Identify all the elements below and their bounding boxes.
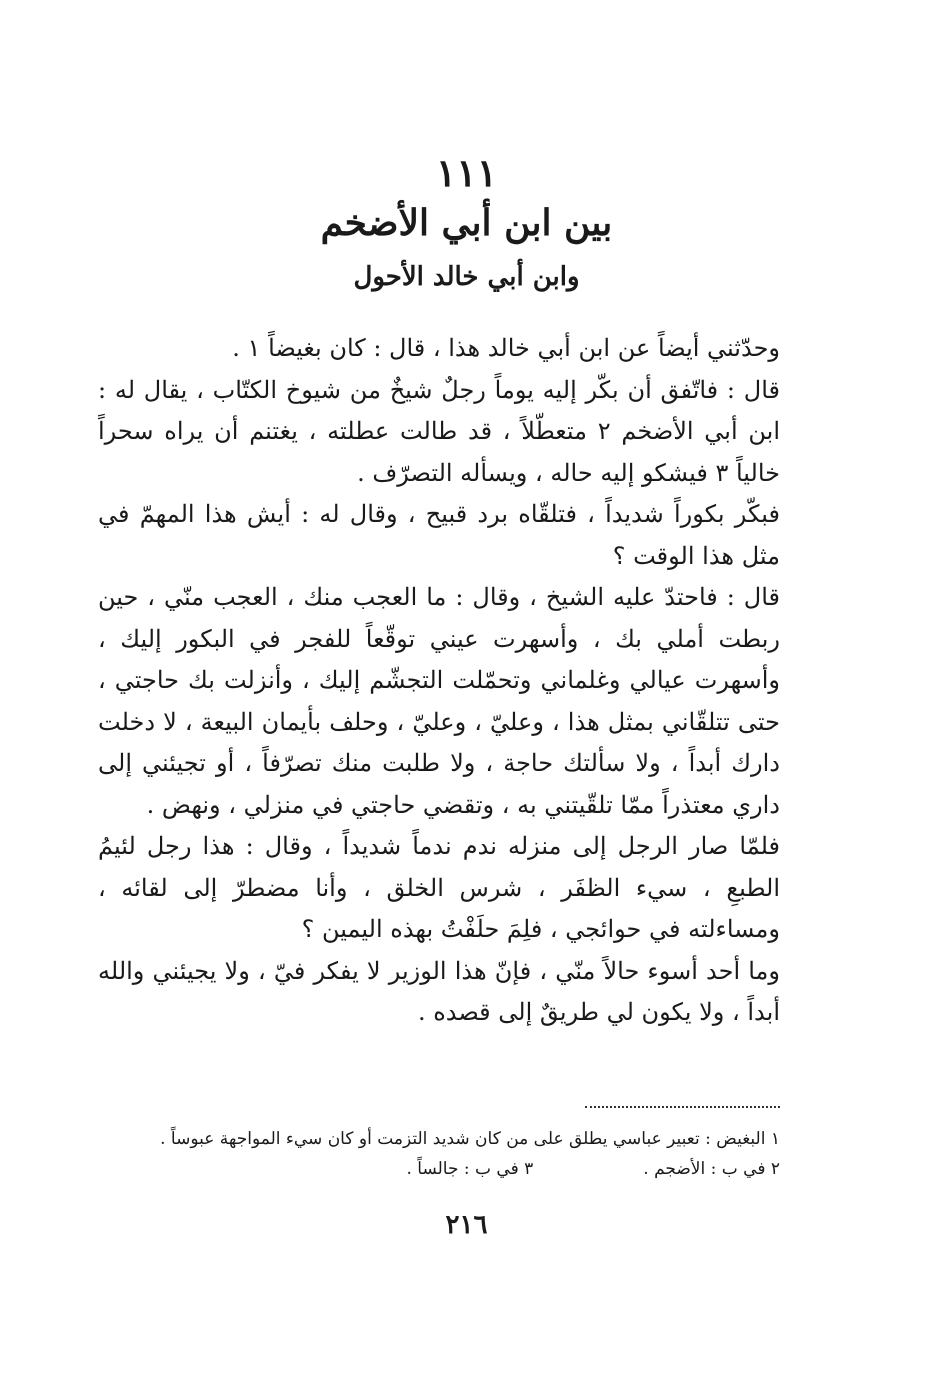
footnote-3: ٣ في ب : جالساً . [406, 1159, 534, 1179]
paragraph: وما أحد أسوء حالاً منّي ، فإنّ هذا الوزير لا يفكر فيّ ، ولا يجيئني والله أبداً ، ولا يكون لي طريقٌ إلى قصده . [98, 956, 780, 1026]
paragraph: فبكّر بكوراً شديداً ، فتلقّاه برد قبيح ، وقال له : أيش هذا المهمّ في مثل هذا الوقت ؟ [98, 500, 780, 570]
paragraph: فلمّا صار الرجل إلى منزله ندم ندماً شديداً ، وقال : هذا رجل لئيمُ الطبعِ ، سيء الظفَر ، شرس الخلق ، وأنا مضطرّ إلى لقائه ، ومساءلته في حوائجي ، فلِمَ حلَفْتُ بهذه اليمين ؟ [98, 832, 780, 943]
page-number: ٢١٦ [445, 1210, 488, 1240]
story-subtitle: وابن أبي خالد الأحول [353, 262, 580, 292]
paragraph: وحدّثني أيضاً عن ابن أبي خالد هذا ، قال : كان بغيضاً ١ . [232, 334, 780, 362]
footnote-2: ٢ في ب : الأضجم . [643, 1159, 780, 1179]
footnote-row [130, 1154, 780, 1184]
footnote-divider [585, 1106, 780, 1108]
footnote-1: ١ البغيض : تعبير عباسي يطلق على من كان شديد التزمت أو كان سيء المواجهة عبوساً . [160, 1129, 780, 1149]
paragraph: قال : فاتّفق أن بكّر إليه يوماً رجلٌ شيخٌ من شيوخ الكتّاب ، يقال له : ابن أبي الأضخم ٢ متعطّلاً ، قد طالت عطلته ، يغتنم أن يراه سحراً خالياً ٣ فيشكو إليه حاله ، ويسأله التصرّف . [98, 375, 781, 487]
story-title: بين ابن أبي الأضخم [320, 202, 613, 244]
paragraph: قال : فاحتدّ عليه الشيخ ، وقال : ما العجب منك ، العجب منّي ، حين ربطت أملي بك ، وأسهرت عيني توقّعاً للفجر في البكور إليك ، وأسهرت عيالي وغلماني وتحمّلت التجشّم إليك ، وأنزلت بك حاجتي ، حتى تتلقّاني بمثل هذا ، وعليّ ، وعليّ ، وحلف بأيمان البيعة ، لا دخلت دارك أبداً ، ولا سألتك حاجة ، ولا طلبت منك تصرّفاً ، أو تجيئني إلى داري معتذراً ممّا تلقّيتني به ، وتقضي حاجتي في منزلي ، ونهض . [98, 583, 780, 819]
footnotes [130, 1124, 780, 1184]
story-body [98, 328, 780, 1034]
story-number: ١١١ [435, 150, 498, 195]
